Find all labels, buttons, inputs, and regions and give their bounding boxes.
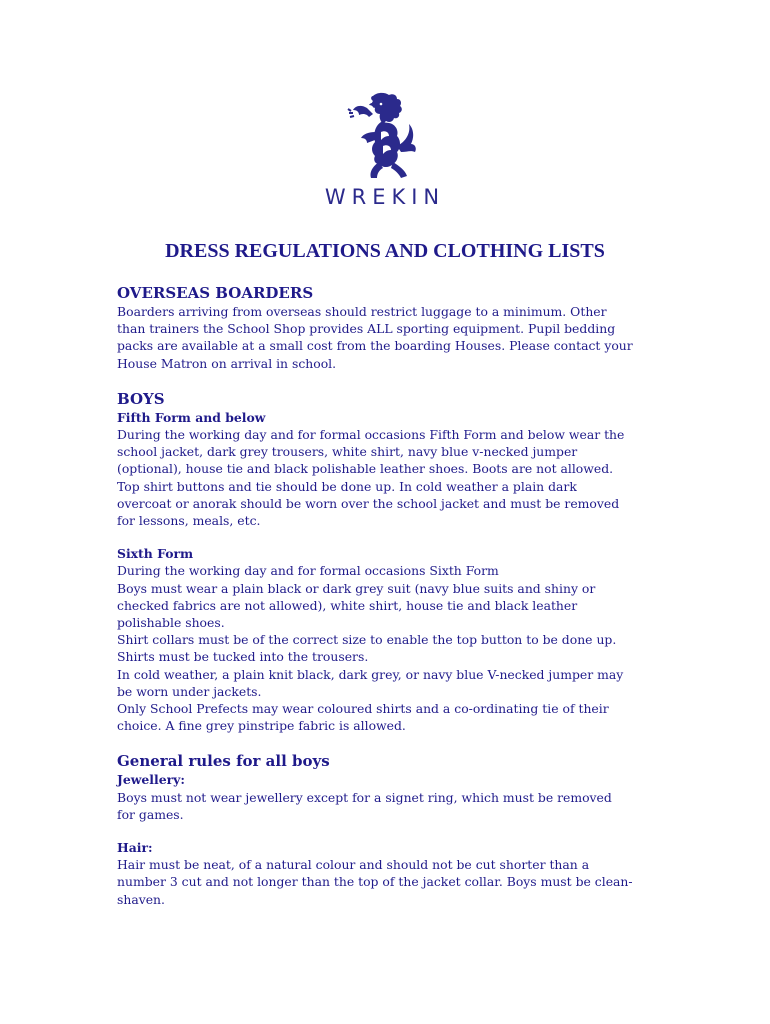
paragraph-line: Top shirt buttons and tie should be done up. In cold weather a plain dark — [117, 478, 577, 494]
paragraph-line: During the working day and for formal occasions Fifth Form and below wear the — [117, 427, 625, 443]
paragraph-line: polishable shoes. — [117, 615, 225, 631]
section-overseas-boarders — [117, 283, 657, 372]
paragraph-line: (optional), house tie and black polishable leather shoes. Boots are not allowed. — [117, 461, 614, 477]
paragraph-line: overcoat or anorak should be worn over the school jacket and must be removed — [117, 495, 620, 511]
paragraph-line: Boys must wear a plain black or dark grey suit (navy blue suits and shiny or — [117, 580, 596, 596]
paragraph-line: Shirt collars must be of the correct size to enable the top button to be done up. — [117, 632, 617, 648]
subsection-heading: Jewellery: — [117, 772, 185, 788]
paragraph-line: than trainers the School Shop provides ALL sporting equipment. Pupil bedding — [117, 321, 616, 337]
paragraph-line: packs are available at a small cost from the boarding Houses. Please contact your — [117, 338, 633, 354]
subsection-heading: Hair: — [117, 840, 153, 856]
paragraph-line: Boys must not wear jewellery except for a signet ring, which must be removed — [117, 789, 612, 805]
section-heading: General rules for all boys — [117, 752, 330, 771]
subsection-heading: Fifth Form and below — [117, 409, 266, 425]
paragraph-line: Boarders arriving from overseas should restrict luggage to a minimum. Other — [117, 304, 607, 319]
paragraph-line: checked fabrics are not allowed), white shirt, house tie and black leather — [117, 597, 578, 613]
paragraph-line: for games. — [117, 806, 184, 822]
paragraph-line: House Matron on arrival in school. — [117, 355, 337, 371]
page-title: DRESS REGULATIONS AND CLOTHING LISTS — [165, 240, 605, 262]
paragraph-line: During the working day and for formal occasions Sixth Form — [117, 563, 499, 579]
paragraph-line: school jacket, dark grey trousers, white shirt, navy blue v-necked jumper — [117, 444, 578, 460]
section-heading: BOYS — [117, 389, 165, 408]
document-body — [117, 283, 657, 908]
section-heading: OVERSEAS BOARDERS — [117, 284, 314, 302]
paragraph-line: choice. A fine grey pinstripe fabric is allowed. — [117, 718, 406, 734]
paragraph-line: shaven. — [117, 891, 165, 907]
paragraph-line: In cold weather, a plain knit black, dark grey, or navy blue V-necked jumper may — [117, 666, 624, 682]
rampant-lion-icon — [345, 90, 425, 180]
paragraph-line: Hair must be neat, of a natural colour and should not be cut shorter than a — [117, 857, 590, 873]
school-wordmark: WREKIN — [324, 185, 446, 209]
paragraph-line: number 3 cut and not longer than the top of the jacket collar. Boys must be clean- — [117, 874, 633, 890]
paragraph-line: for lessons, meals, etc. — [117, 513, 261, 529]
paragraph-line: be worn under jackets. — [117, 683, 262, 699]
paragraph-line: Shirts must be tucked into the trousers. — [117, 649, 369, 665]
subsection-heading: Sixth Form — [117, 546, 194, 562]
section-boys — [117, 389, 657, 735]
section-general-rules — [117, 751, 657, 907]
school-logo — [310, 90, 460, 215]
paragraph-line: Only School Prefects may wear coloured shirts and a co-ordinating tie of their — [117, 701, 609, 717]
